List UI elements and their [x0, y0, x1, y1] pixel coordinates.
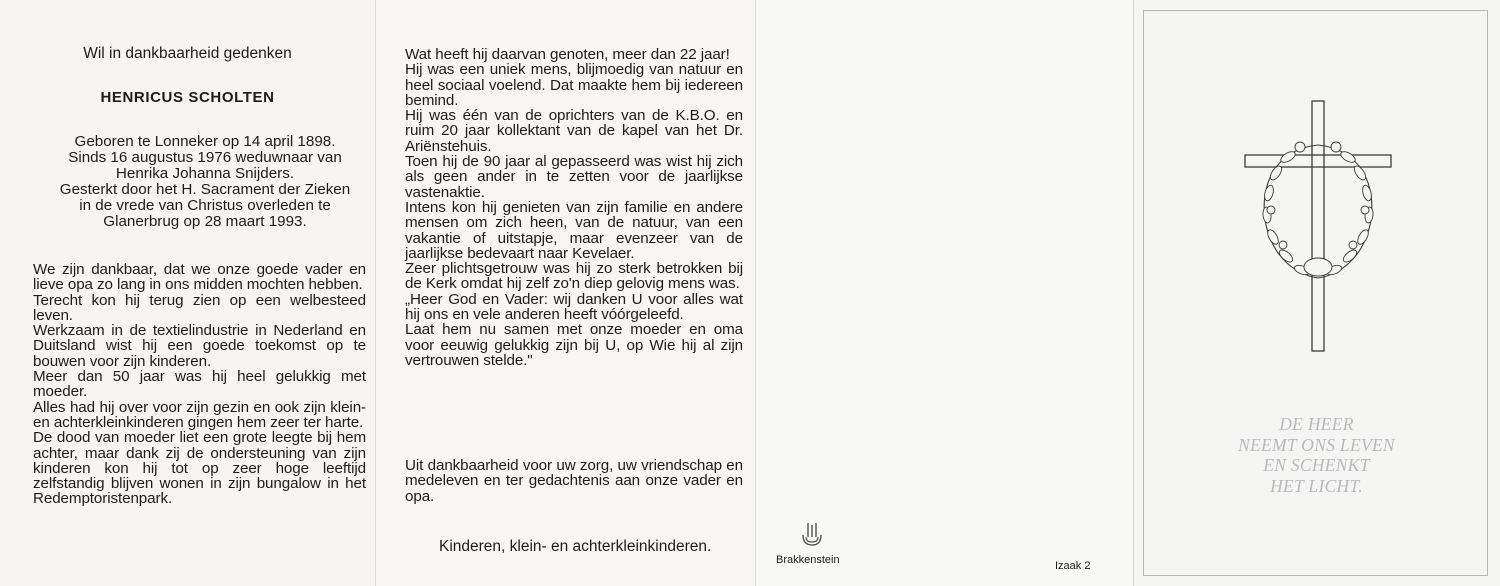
biography-line: Gesterkt door het H. Sacrament der Zieken	[59, 181, 351, 198]
tribute-paragraph: Toen hij de 90 jaar al gepasseerd was wist hij zich als geen ander in te zetten voor de jaarlijkse vastenaktie.	[405, 153, 743, 201]
tribute-paragraph: Alles had hij over voor zijn gezin en ook zijn klein- en achterkleinkinderen gingen hem zeer ter harte.	[33, 398, 366, 431]
tribute-paragraph: Hij was één van de oprichters van de K.B.O. en ruim 20 jaar kollektant van de kapel van het Dr. Ariënstehuis.	[405, 107, 743, 155]
publisher-name: Brakkenstein	[776, 554, 840, 566]
fold-line	[755, 0, 756, 586]
tribute-paragraph: Hij was een uniek mens, blijmoedig van natuur en heel sociaal voelend. Dat maakte hem bij iedereen bemind.	[405, 61, 743, 109]
tribute-paragraph: Wat heeft hij daarvan genoten, meer dan 22 jaar!	[405, 46, 730, 63]
fold-line	[375, 0, 376, 586]
biography-line: Glanerbrug op 28 maart 1993.	[103, 213, 307, 230]
prayer-paragraph: „Heer God en Vader: wij danken U voor alles wat hij ons en vele anderen heeft vóórgeleefd.	[405, 290, 743, 324]
biography-line: Geboren te Lonneker op 14 april 1898.	[74, 133, 336, 150]
gratitude-paragraph: Uit dankbaarheid voor uw zorg, uw vriendschap en medeleven en ter gedachtenis aan onze vader en opa.	[405, 457, 743, 505]
cover-panel	[1133, 0, 1500, 586]
cover-verse	[1133, 414, 1500, 496]
verse-line: HET LICHT.	[1270, 475, 1363, 496]
tribute-paragraph: Intens kon hij genieten van zijn familie en andere mensen om zich heen, van de natuur, van een vakantie of uitstapje, maar evenzeer van de jaarlijkse bedevaart naar Kevelaer.	[405, 198, 743, 262]
verse-line: DE HEER	[1279, 414, 1354, 434]
deceased-name: HENRICUS SCHOLTEN	[100, 89, 275, 106]
family-signature: Kinderen, klein- en achterkleinkinderen.	[439, 538, 712, 555]
tribute-text-left	[33, 262, 366, 507]
intro-heading: Wil in dankbaarheid gedenken	[83, 45, 292, 62]
card-code: Izaak 2	[1055, 560, 1091, 572]
tribute-paragraph: Meer dan 50 jaar was hij heel gelukkig met moeder.	[33, 368, 366, 401]
cross-with-wreath-icon	[1238, 95, 1398, 360]
publisher-logo-icon	[799, 520, 827, 548]
verse-line: NEEMT ONS LEVEN	[1238, 434, 1395, 455]
tribute-text-right	[405, 47, 743, 368]
left-inner-panel	[0, 0, 375, 586]
tribute-paragraph: Werkzaam in de textielindustrie in Nederland en Duitsland wist hij een goede toekomst op te bouwen voor zijn kinderen.	[33, 322, 366, 370]
biography-line: in de vrede van Christus overleden te	[79, 197, 331, 214]
biography-line: Sinds 16 augustus 1976 weduwnaar van	[68, 149, 342, 166]
biography-block	[0, 134, 410, 230]
verse-line: EN SCHENKT	[1263, 455, 1370, 475]
prayer-paragraph: Laat hem nu samen met onze moeder en oma voor eeuwig gelukkig zijn bij U, op Wie hij al zijn vertrouwen stelde."	[405, 321, 743, 369]
tribute-paragraph: We zijn dankbaar, dat we onze goede vader en lieve opa zo lang in ons midden mochten hebben.	[33, 261, 366, 294]
tribute-paragraph: Terecht kon hij terug zien op een welbesteed leven.	[33, 291, 366, 324]
biography-line: Henrika Johanna Snijders.	[115, 165, 295, 182]
back-panel	[755, 0, 1133, 586]
gratitude-text	[405, 458, 743, 504]
tribute-paragraph: De dood van moeder liet een grote leegte bij hem achter, maar dank zij de ondersteuning van zijn kinderen kon hij tot op zeer hoge leeftijd zelfstandig blijven wonen in zijn bungalow in het Redemptoristenpark.	[33, 429, 366, 508]
tribute-paragraph: Zeer plichtsgetrouw was hij zo sterk betrokken bij de Kerk omdat hij zelf zo'n diep gelovig mens was.	[405, 260, 743, 293]
fold-line	[1133, 0, 1134, 586]
middle-inner-panel	[375, 0, 755, 586]
